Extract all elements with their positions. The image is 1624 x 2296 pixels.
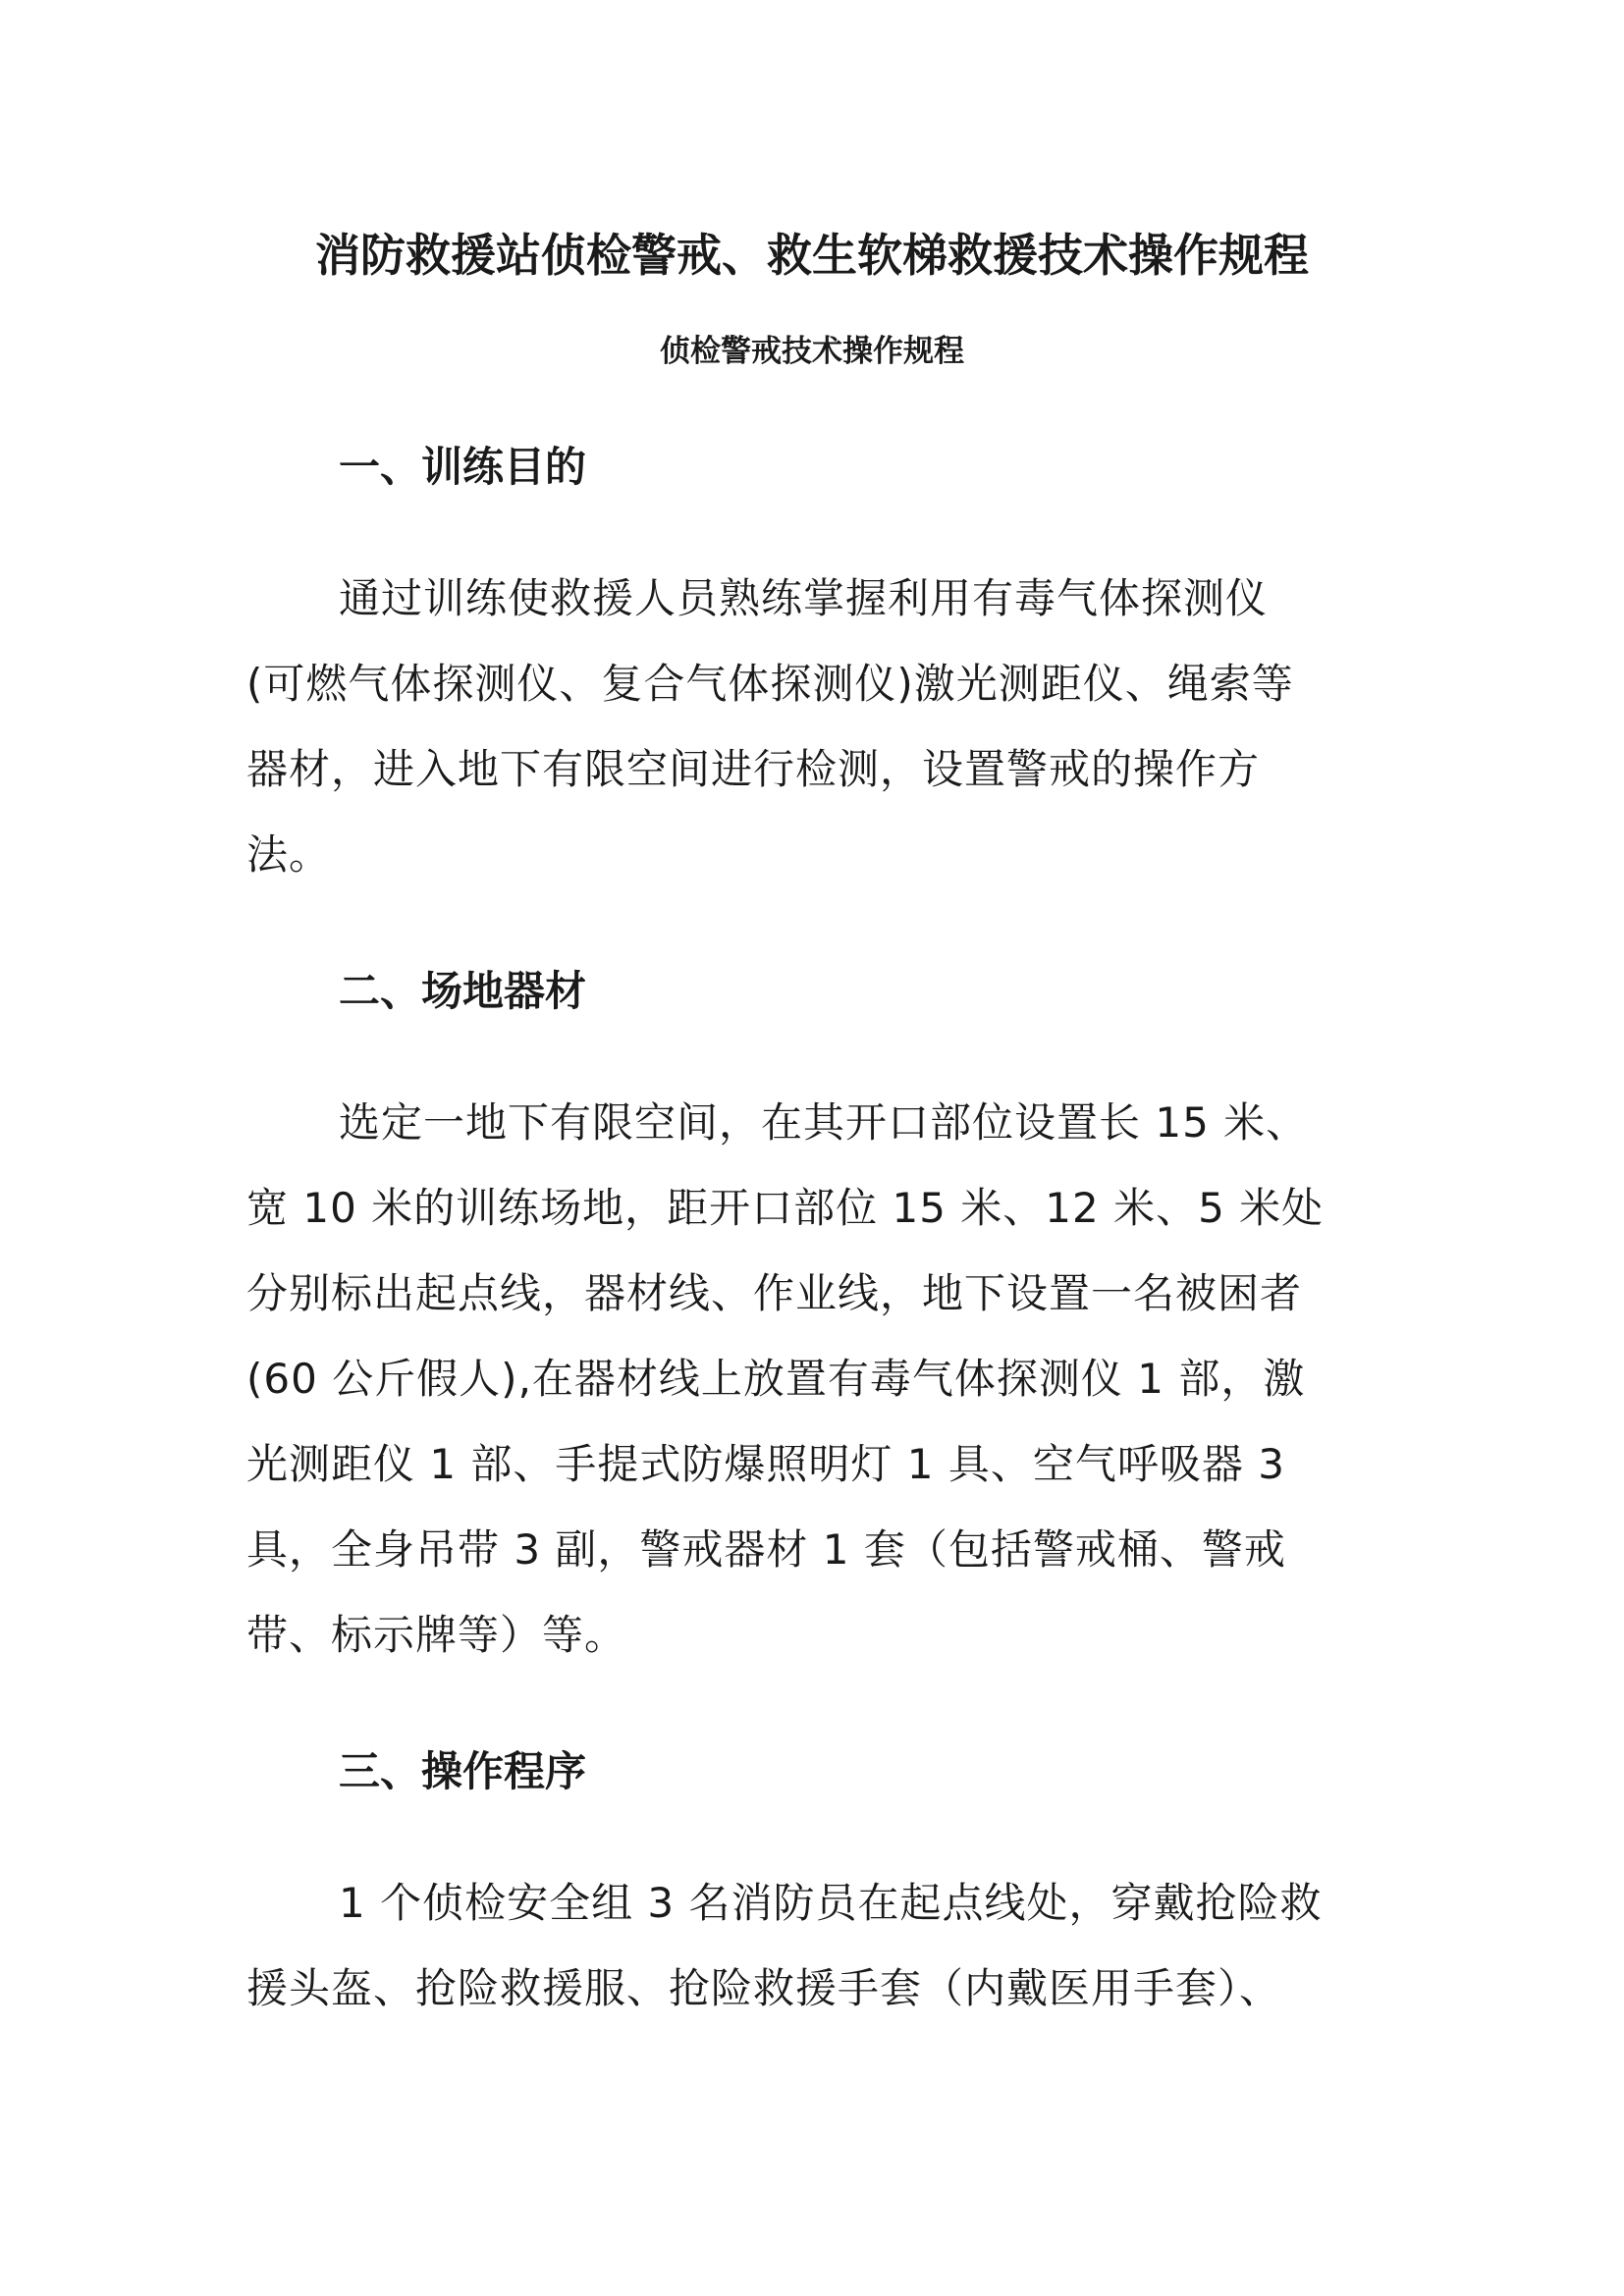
document-title: 消防救援站侦检警戒、救生软梯救援技术操作规程	[315, 229, 1309, 282]
paragraph-line: 器材，进入地下有限空间进行检测，设置警戒的操作方	[246, 745, 1261, 793]
paragraph-line: 宽 10 米的训练场地，距开口部位 15 米、12 米、5 米处	[246, 1184, 1325, 1232]
paragraph-line: 1 个侦检安全组 3 名消防员在起点线处，穿戴抢险救	[339, 1879, 1323, 1927]
document-subtitle: 侦检警戒技术操作规程	[660, 334, 964, 369]
paragraph-line: 选定一地下有限空间，在其开口部位设置长 15 米、	[339, 1098, 1309, 1147]
paragraph-line: 分别标出起点线，器材线、作业线，地下设置一名被困者	[246, 1269, 1303, 1317]
section-heading-operation-procedure: 三、操作程序	[339, 1747, 587, 1795]
section-heading-training-purpose: 一、训练目的	[339, 443, 587, 491]
paragraph-line: 援头盔、抢险救援服、抢险救援手套（内戴医用手套）、	[246, 1964, 1282, 2012]
paragraph-line: 具，全身吊带 3 副，警戒器材 1 套（包括警戒桶、警戒	[246, 1525, 1286, 1574]
paragraph-line: (可燃气体探测仪、复合气体探测仪)激光测距仪、绳索等	[246, 660, 1294, 708]
paragraph-line: 通过训练使救援人员熟练掌握利用有毒气体探测仪	[339, 574, 1269, 622]
section-heading-site-equipment: 二、场地器材	[339, 967, 587, 1015]
paragraph-line: 光测距仪 1 部、手提式防爆照明灯 1 具、空气呼吸器 3	[246, 1440, 1285, 1488]
paragraph-line: 带、标示牌等）等。	[246, 1611, 627, 1659]
paragraph-line: (60 公斤假人),在器材线上放置有毒气体探测仪 1 部，激	[246, 1355, 1306, 1403]
paragraph-line: 法。	[246, 830, 332, 879]
